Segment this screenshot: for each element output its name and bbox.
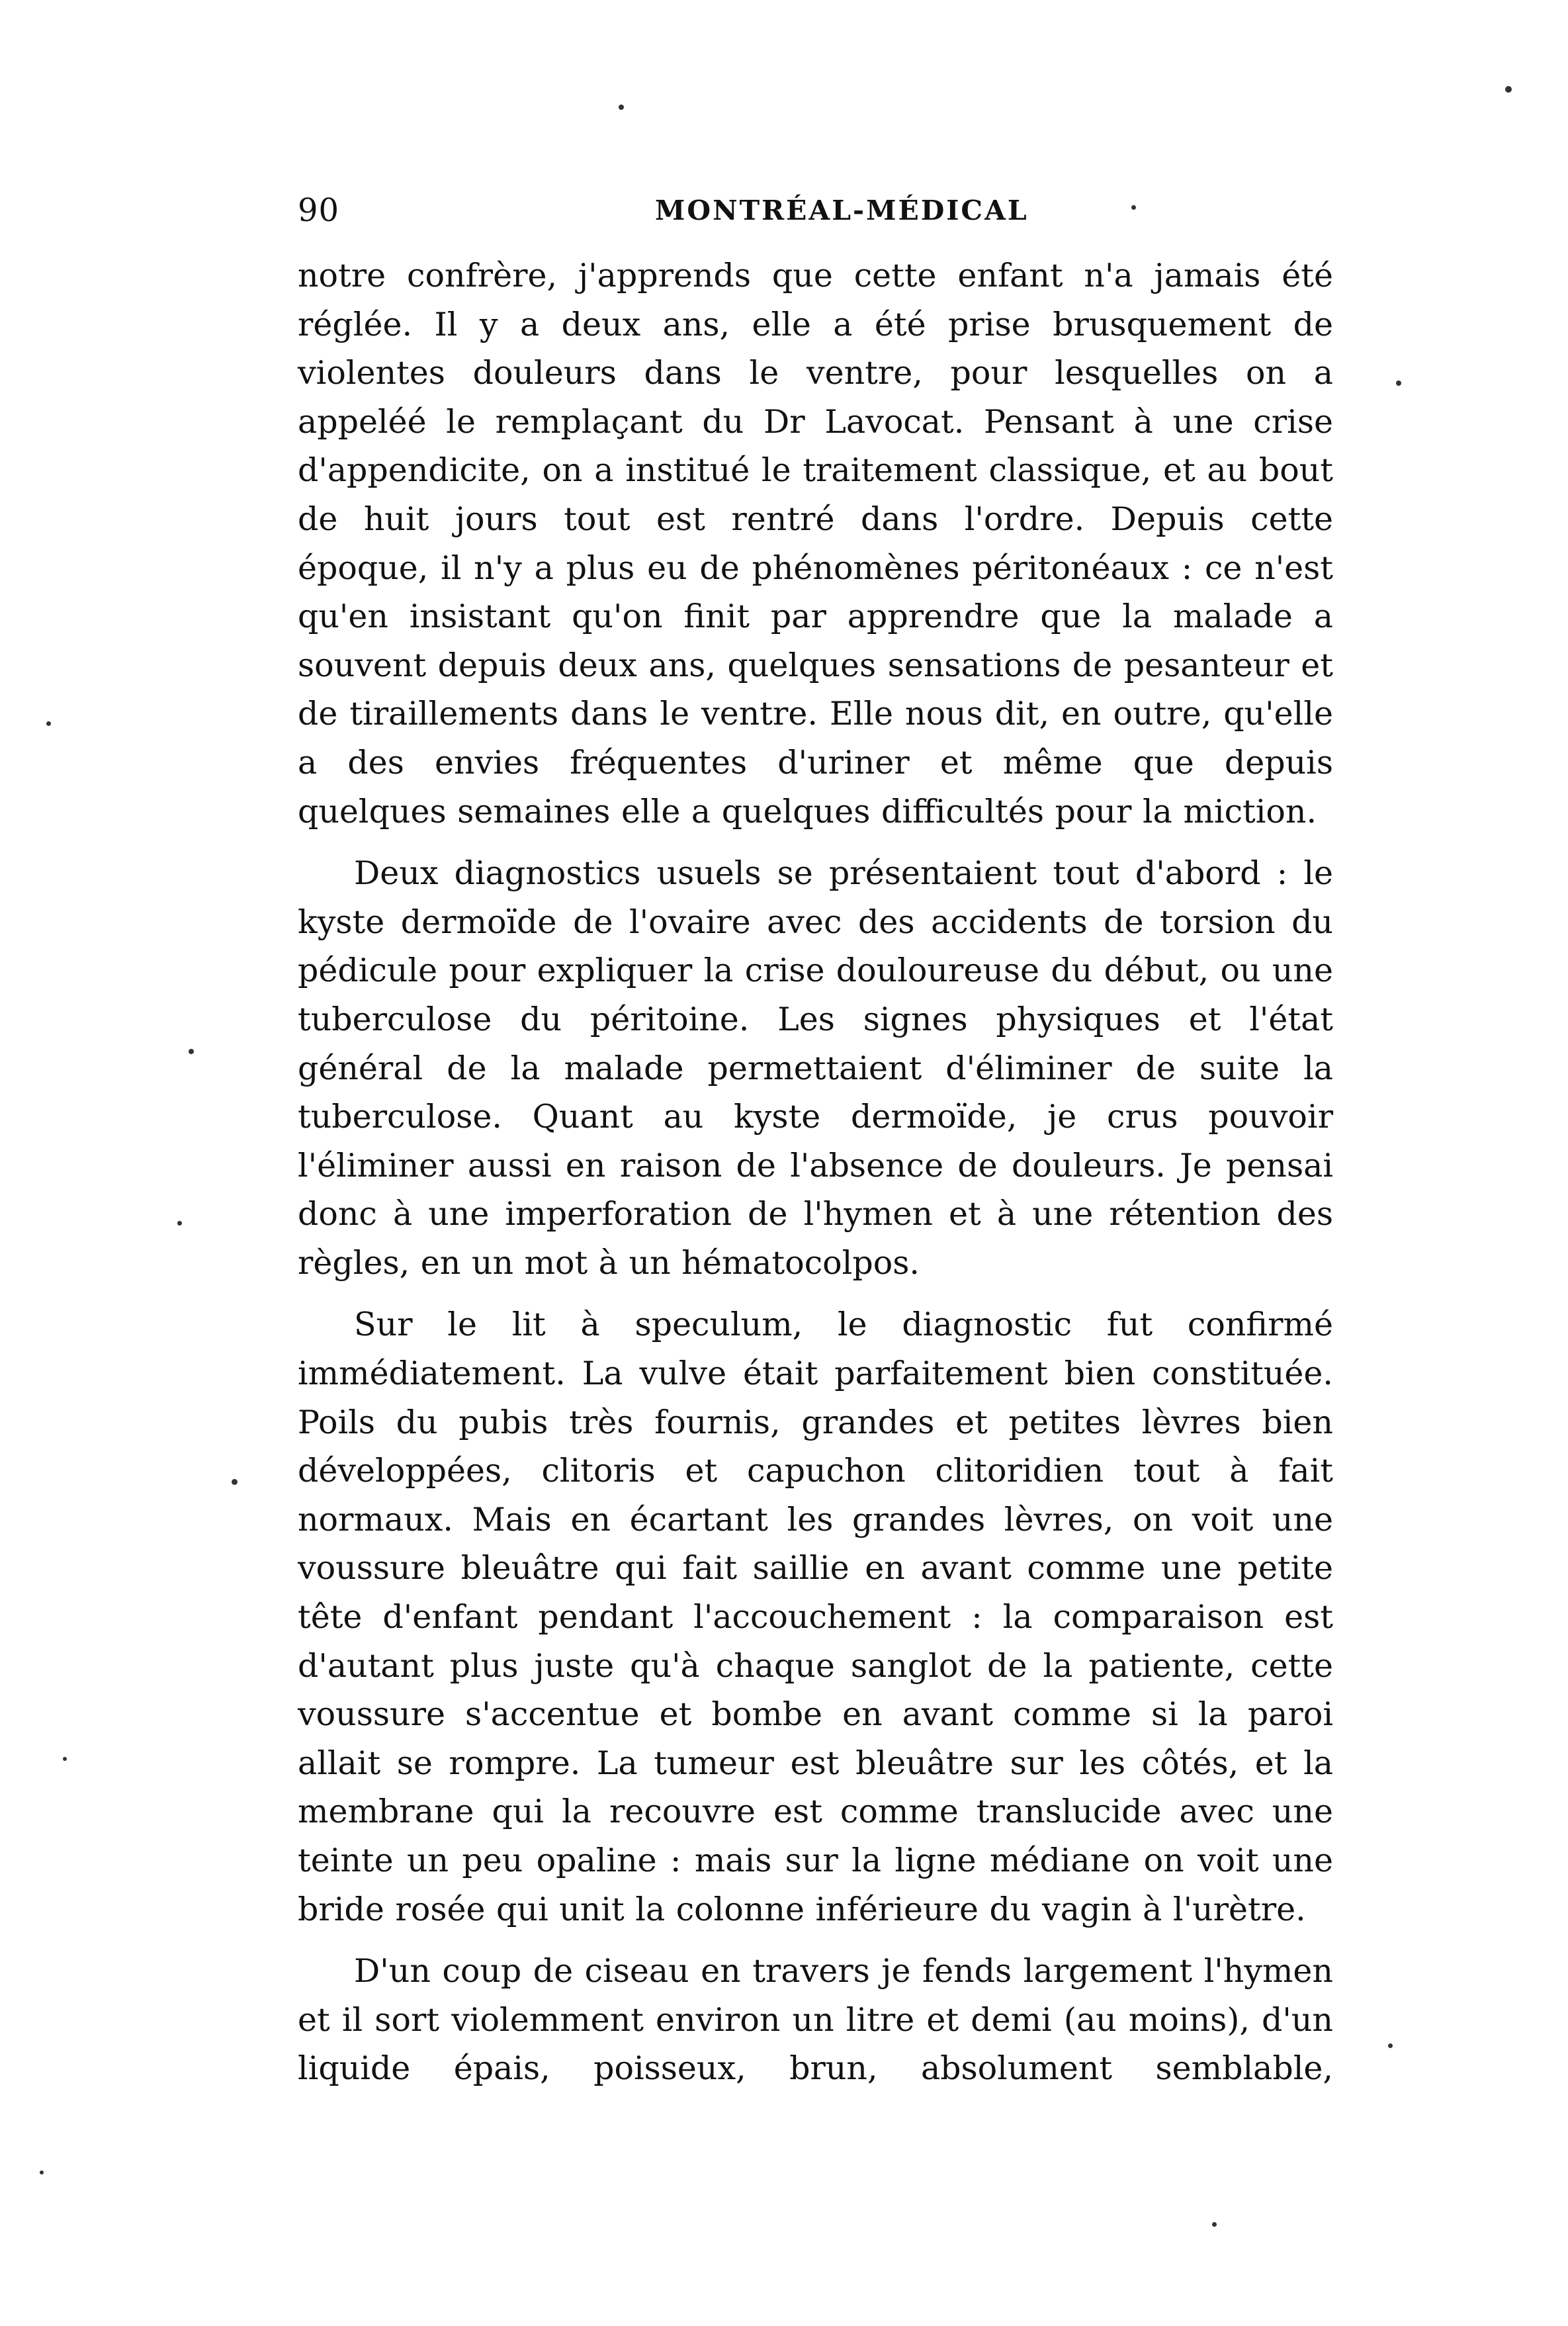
scan-speck	[177, 1221, 182, 1226]
page-number: 90	[298, 192, 340, 229]
scan-speck	[189, 1049, 194, 1054]
scan-speck	[1131, 205, 1136, 210]
paragraph-1: notre confrère, j'apprends que cette enfant n'a jamais été réglée. Il y a deux ans, elle a été prise brusquement de violentes douleurs dans le ventre, pour lesquelles on a appeléé le remplaçant du Dr Lavocat. Pensant à une crise d'appendicite, on a institué le traitement classique, et au bout de huit jours tout est rentré dans l'ordre. Depuis cette époque, il n'y a plus eu de phénomènes péritonéaux : ce n'est qu'en insistant qu'on finit par apprendre que la malade a souvent depuis deux ans, quelques sensations de pesanteur et de tiraillements dans le ventre. Elle nous dit, en outre, qu'elle a des envies fréquentes d'uriner et même que depuis quelques semaines elle a quelques difficultés pour la miction.	[298, 257, 1333, 830]
scan-speck	[1396, 380, 1401, 386]
scan-speck	[232, 1479, 238, 1485]
scan-speck	[46, 721, 51, 726]
journal-title: MONTRÉAL-MÉDICAL	[655, 195, 1029, 226]
scan-speck	[40, 2170, 44, 2174]
scan-speck	[1212, 2222, 1217, 2227]
paragraph-4: D'un coup de ciseau en travers je fends largement l'hymen et il sort violemment environ un litre et demi (au moins), d'un liquide épais, poisseux, brun, absolument semblable,	[298, 1952, 1333, 2088]
scan-speck	[1388, 2043, 1393, 2048]
scan-speck	[619, 105, 624, 110]
paragraph-3: Sur le lit à speculum, le diagnostic fut confirmé immédiatement. La vulve était parfaitement bien constituée. Poils du pubis très fournis, grandes et petites lèvres bien développées, clitoris et capuchon clitoridien tout à fait normaux. Mais en écartant les grandes lèvres, on voit une voussure bleuâtre qui fait saillie en avant comme une petite tête d'enfant pendant l'accouchement : la comparaison est d'autant plus juste qu'à chaque sanglot de la patiente, cette voussure s'accentue et bombe en avant comme si la paroi allait se rompre. La tumeur est bleuâtre sur les côtés, et la membrane qui la recouvre est comme translucide avec une teinte un peu opaline : mais sur la ligne médiane on voit une bride rosée qui unit la colonne inférieure du vagin à l'urètre.	[298, 1306, 1333, 1928]
scan-speck	[63, 1757, 67, 1761]
body-text	[298, 251, 1333, 2093]
running-head	[298, 192, 1336, 238]
paragraph-2: Deux diagnostics usuels se présentaient tout d'abord : le kyste dermoïde de l'ovaire avec des accidents de torsion du pédicule pour expliquer la crise douloureuse du début, ou une tuberculose du péritoine. Les signes physiques et l'état général de la malade permettaient d'éliminer de suite la tuberculose. Quant au kyste dermoïde, je crus pouvoir l'éliminer aussi en raison de l'absence de douleurs. Je pensai donc à une imperforation de l'hymen et à une rétention des règles, en un mot à un hématocolpos.	[298, 854, 1333, 1282]
scan-speck	[1505, 86, 1512, 93]
